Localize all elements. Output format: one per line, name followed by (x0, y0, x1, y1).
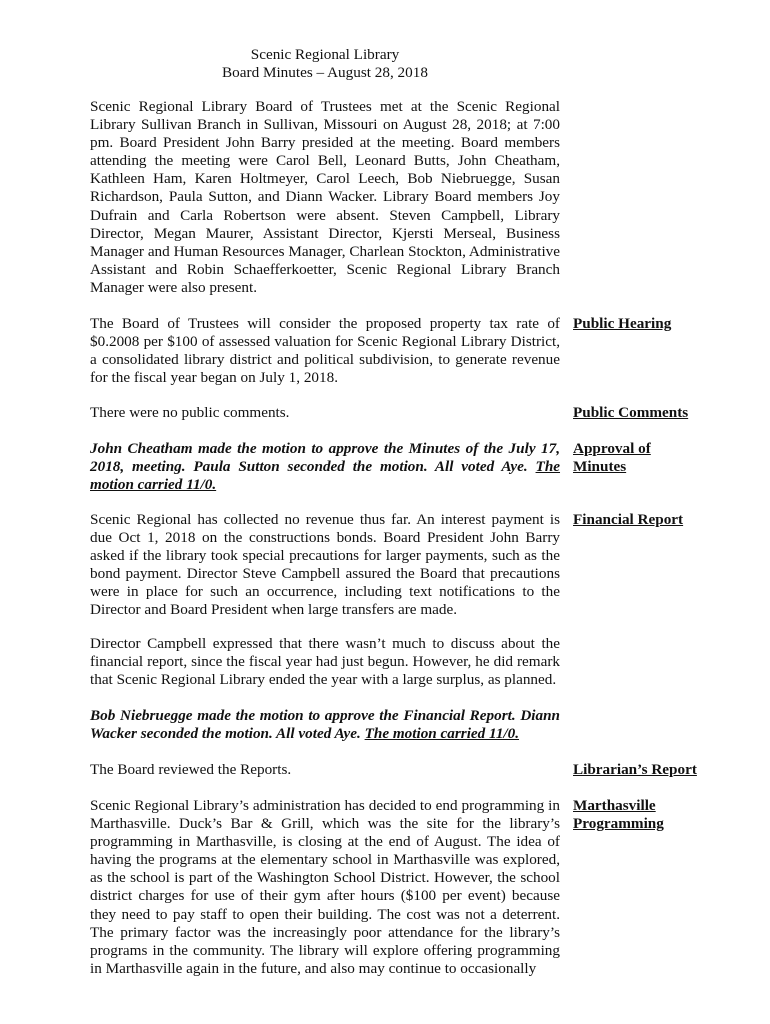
financial-motion-result: The motion carried 11/0. (364, 725, 520, 743)
financial-motion-paragraph (90, 707, 560, 743)
document-subtitle: Board Minutes – August 28, 2018 (222, 64, 428, 81)
librarian-paragraph: The Board reviewed the Reports. (90, 761, 292, 778)
side-heading-public-comments: Public Comments (573, 404, 689, 421)
minutes-motion-paragraph (90, 440, 560, 494)
financial-paragraph-1: Scenic Regional has collected no revenue thus far. An interest payment is due Oct 1, 2018 on the constructions bonds. Board President John Barry asked if the library took special precautions for larger payments, such as the bond payment. Director Steve Campbell assured the Board that precautions were in place for such an occurrence, including text notifications to the Director and Board President when large transfers are made. (90, 511, 560, 619)
approval-heading-line1: Approval of (573, 440, 651, 457)
intro-paragraph: Scenic Regional Library Board of Trustees met at the Scenic Regional Library Sullivan Branch in Sullivan, Missouri on August 28, 2018; at 7:00 pm. Board President John Barry presided at the meeting. Board members attending the meeting were Carol Bell, Leonard Butts, John Cheatham, Kathleen Ham, Karen Holtmeyer, Carol Leech, Bob Niebruegge, Susan Richardson, Paula Sutton, and Diann Wacker. Library Board members Joy Dufrain and Carla Robertson were absent. Steven Campbell, Library Director, Megan Maurer, Assistant Director, Kjersti Merseal, Business Manager and Human Resources Manager, Charlean Stockton, Administrative Assistant and Robin Schaefferkoetter, Scenic Regional Library Branch Manager were also present. (90, 98, 560, 296)
document-header (90, 46, 560, 82)
public-hearing-paragraph: The Board of Trustees will consider the proposed property tax rate of $0.2008 per $100 of assessed valuation for Scenic Regional Library District, a consolidated library district and political subdivision, to generate revenue for the fiscal year began on July 1, 2018. (90, 315, 560, 387)
minutes-motion-result: The motion carried 11/0. (90, 458, 561, 494)
side-heading-approval-of-minutes (573, 440, 723, 476)
marthasville-heading-line2: Programming (573, 815, 664, 833)
marthasville-heading-line1: Marthasville (573, 797, 656, 814)
public-comments-paragraph: There were no public comments. (90, 404, 290, 421)
side-heading-marthasville-programming (573, 797, 723, 833)
financial-motion-text: Bob Niebruegge made the motion to approve the Financial Report. Diann Wacker seconded the motion. All voted Aye. (90, 707, 560, 743)
marthasville-paragraph: Scenic Regional Library’s administration has decided to end programming in Marthasville. Duck’s Bar & Grill, which was the site for the library’s programming in Marthasville, is closing at the end of August. The idea of having the programs at the elementary school in Marthasville was explored, as the school is part of the Washington School District. However, the school district charges for use of their gym after hours ($100 per event) because they need to pay staff to open their building. The cost was not a deterrent. The primary factor was the increasingly poor attendance for the library’s programs in the community. The library will explore offering programming in Marthasville again in the future, and also may continue to occasionally (90, 797, 560, 977)
approval-heading-line2: Minutes (573, 458, 627, 476)
side-heading-public-hearing: Public Hearing (573, 315, 672, 332)
side-heading-librarians-report: Librarian’s Report (573, 761, 697, 778)
minutes-motion-text: John Cheatham made the motion to approve the Minutes of the July 17, 2018, meeting. Paula Sutton seconded the motion. All voted Aye. (90, 440, 560, 476)
document-title: Scenic Regional Library (250, 46, 400, 63)
financial-paragraph-2: Director Campbell expressed that there wasn’t much to discuss about the financial report, since the fiscal year had just begun. However, he did remark that Scenic Regional Library ended the year with a large surplus, as planned. (90, 635, 560, 689)
side-heading-financial-report: Financial Report (573, 511, 684, 528)
